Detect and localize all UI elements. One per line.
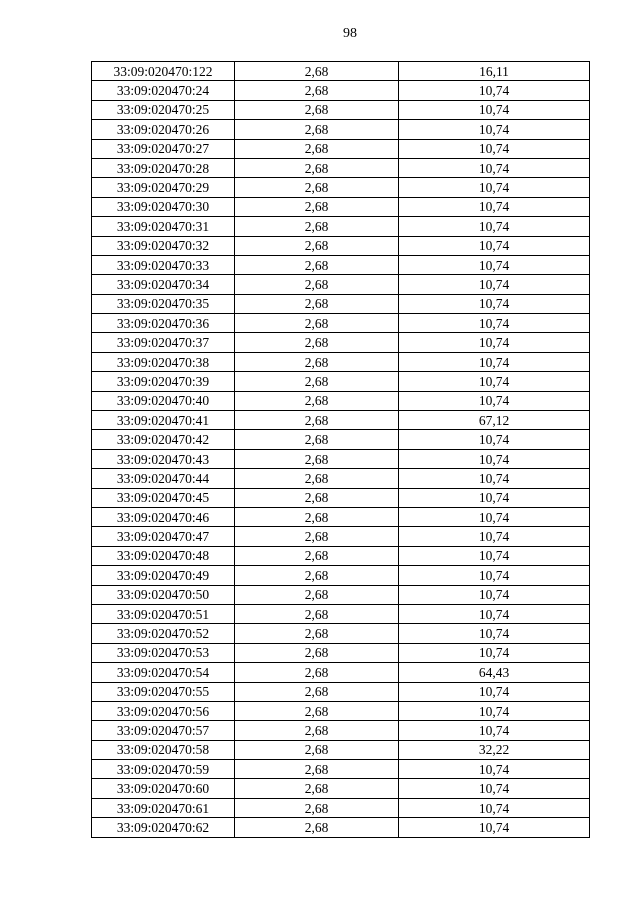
cadastral-number-cell: 33:09:020470:52 (92, 624, 235, 643)
amount-cell: 10,74 (399, 469, 590, 488)
cadastral-number-cell: 33:09:020470:38 (92, 352, 235, 371)
value-cell: 2,68 (235, 372, 399, 391)
amount-cell: 10,74 (399, 430, 590, 449)
cadastral-number-cell: 33:09:020470:24 (92, 81, 235, 100)
cadastral-number-cell: 33:09:020470:51 (92, 604, 235, 623)
value-cell: 2,68 (235, 740, 399, 759)
amount-cell: 10,74 (399, 275, 590, 294)
cadastral-number-cell: 33:09:020470:56 (92, 701, 235, 720)
amount-cell: 10,74 (399, 798, 590, 817)
amount-cell: 10,74 (399, 197, 590, 216)
table-row (92, 585, 590, 604)
cadastral-number-cell: 33:09:020470:27 (92, 139, 235, 158)
table-row (92, 449, 590, 468)
cadastral-number-cell: 33:09:020470:49 (92, 566, 235, 585)
amount-cell: 10,74 (399, 507, 590, 526)
table-row (92, 566, 590, 585)
table-row (92, 779, 590, 798)
cadastral-number-cell: 33:09:020470:30 (92, 197, 235, 216)
value-cell: 2,68 (235, 120, 399, 139)
amount-cell: 10,74 (399, 643, 590, 662)
table-row (92, 139, 590, 158)
value-cell: 2,68 (235, 100, 399, 119)
table-row (92, 818, 590, 837)
amount-cell: 10,74 (399, 760, 590, 779)
table-row (92, 217, 590, 236)
table-row (92, 352, 590, 371)
cadastral-number-cell: 33:09:020470:33 (92, 255, 235, 274)
value-cell: 2,68 (235, 624, 399, 643)
value-cell: 2,68 (235, 798, 399, 817)
amount-cell: 10,74 (399, 120, 590, 139)
value-cell: 2,68 (235, 81, 399, 100)
value-cell: 2,68 (235, 585, 399, 604)
table-row (92, 469, 590, 488)
table-row (92, 197, 590, 216)
table-row (92, 663, 590, 682)
table-row (92, 604, 590, 623)
cadastral-number-cell: 33:09:020470:46 (92, 507, 235, 526)
cadastral-number-cell: 33:09:020470:32 (92, 236, 235, 255)
value-cell: 2,68 (235, 663, 399, 682)
cadastral-number-cell: 33:09:020470:47 (92, 527, 235, 546)
table-row (92, 100, 590, 119)
cadastral-number-cell: 33:09:020470:31 (92, 217, 235, 236)
amount-cell: 10,74 (399, 818, 590, 837)
value-cell: 2,68 (235, 158, 399, 177)
table-row (92, 721, 590, 740)
amount-cell: 10,74 (399, 100, 590, 119)
value-cell: 2,68 (235, 430, 399, 449)
cadastral-number-cell: 33:09:020470:53 (92, 643, 235, 662)
cadastral-number-cell: 33:09:020470:55 (92, 682, 235, 701)
amount-cell: 10,74 (399, 546, 590, 565)
table-row (92, 372, 590, 391)
cadastral-number-cell: 33:09:020470:122 (92, 62, 235, 81)
cadastral-number-cell: 33:09:020470:60 (92, 779, 235, 798)
value-cell: 2,68 (235, 217, 399, 236)
amount-cell: 10,74 (399, 449, 590, 468)
table-row (92, 81, 590, 100)
cadastral-number-cell: 33:09:020470:44 (92, 469, 235, 488)
table-row (92, 682, 590, 701)
amount-cell: 10,74 (399, 721, 590, 740)
amount-cell: 10,74 (399, 217, 590, 236)
cadastral-number-cell: 33:09:020470:42 (92, 430, 235, 449)
table-row (92, 430, 590, 449)
cadastral-number-cell: 33:09:020470:25 (92, 100, 235, 119)
table-row (92, 275, 590, 294)
amount-cell: 10,74 (399, 255, 590, 274)
amount-cell: 10,74 (399, 391, 590, 410)
table-row (92, 527, 590, 546)
table-row (92, 411, 590, 430)
page-number: 98 (343, 26, 357, 41)
value-cell: 2,68 (235, 275, 399, 294)
table-row (92, 62, 590, 81)
cadastral-number-cell: 33:09:020470:40 (92, 391, 235, 410)
amount-cell: 64,43 (399, 663, 590, 682)
table-row (92, 120, 590, 139)
amount-cell: 10,74 (399, 81, 590, 100)
value-cell: 2,68 (235, 818, 399, 837)
data-table (91, 61, 590, 838)
table-row (92, 643, 590, 662)
amount-cell: 32,22 (399, 740, 590, 759)
amount-cell: 10,74 (399, 527, 590, 546)
table-row (92, 158, 590, 177)
cadastral-number-cell: 33:09:020470:54 (92, 663, 235, 682)
amount-cell: 10,74 (399, 682, 590, 701)
amount-cell: 10,74 (399, 178, 590, 197)
value-cell: 2,68 (235, 701, 399, 720)
amount-cell: 10,74 (399, 352, 590, 371)
amount-cell: 10,74 (399, 294, 590, 313)
cadastral-number-cell: 33:09:020470:26 (92, 120, 235, 139)
value-cell: 2,68 (235, 760, 399, 779)
cadastral-number-cell: 33:09:020470:39 (92, 372, 235, 391)
value-cell: 2,68 (235, 527, 399, 546)
value-cell: 2,68 (235, 779, 399, 798)
table-row (92, 255, 590, 274)
value-cell: 2,68 (235, 255, 399, 274)
amount-cell: 67,12 (399, 411, 590, 430)
cadastral-number-cell: 33:09:020470:59 (92, 760, 235, 779)
value-cell: 2,68 (235, 604, 399, 623)
value-cell: 2,68 (235, 333, 399, 352)
amount-cell: 10,74 (399, 779, 590, 798)
value-cell: 2,68 (235, 643, 399, 662)
table-row (92, 314, 590, 333)
cadastral-number-cell: 33:09:020470:28 (92, 158, 235, 177)
amount-cell: 10,74 (399, 236, 590, 255)
table-row (92, 701, 590, 720)
amount-cell: 10,74 (399, 333, 590, 352)
table-row (92, 236, 590, 255)
amount-cell: 10,74 (399, 604, 590, 623)
table-row (92, 488, 590, 507)
table-row (92, 740, 590, 759)
value-cell: 2,68 (235, 449, 399, 468)
amount-cell: 10,74 (399, 314, 590, 333)
cadastral-number-cell: 33:09:020470:35 (92, 294, 235, 313)
cadastral-number-cell: 33:09:020470:43 (92, 449, 235, 468)
value-cell: 2,68 (235, 391, 399, 410)
cadastral-number-cell: 33:09:020470:37 (92, 333, 235, 352)
cadastral-number-cell: 33:09:020470:34 (92, 275, 235, 294)
amount-cell: 10,74 (399, 372, 590, 391)
value-cell: 2,68 (235, 566, 399, 585)
value-cell: 2,68 (235, 62, 399, 81)
cadastral-number-cell: 33:09:020470:29 (92, 178, 235, 197)
table-row (92, 798, 590, 817)
table-row (92, 507, 590, 526)
table-row (92, 178, 590, 197)
value-cell: 2,68 (235, 507, 399, 526)
value-cell: 2,68 (235, 314, 399, 333)
cadastral-number-cell: 33:09:020470:61 (92, 798, 235, 817)
value-cell: 2,68 (235, 197, 399, 216)
value-cell: 2,68 (235, 721, 399, 740)
table-row (92, 294, 590, 313)
value-cell: 2,68 (235, 139, 399, 158)
amount-cell: 10,74 (399, 566, 590, 585)
table-row (92, 546, 590, 565)
cadastral-number-cell: 33:09:020470:45 (92, 488, 235, 507)
cadastral-number-cell: 33:09:020470:50 (92, 585, 235, 604)
value-cell: 2,68 (235, 682, 399, 701)
amount-cell: 10,74 (399, 701, 590, 720)
value-cell: 2,68 (235, 488, 399, 507)
table-row (92, 333, 590, 352)
table-body (92, 62, 590, 838)
value-cell: 2,68 (235, 411, 399, 430)
amount-cell: 10,74 (399, 624, 590, 643)
value-cell: 2,68 (235, 294, 399, 313)
amount-cell: 16,11 (399, 62, 590, 81)
amount-cell: 10,74 (399, 139, 590, 158)
value-cell: 2,68 (235, 178, 399, 197)
value-cell: 2,68 (235, 546, 399, 565)
table-row (92, 391, 590, 410)
value-cell: 2,68 (235, 352, 399, 371)
amount-cell: 10,74 (399, 585, 590, 604)
table-row (92, 760, 590, 779)
cadastral-number-cell: 33:09:020470:57 (92, 721, 235, 740)
amount-cell: 10,74 (399, 158, 590, 177)
value-cell: 2,68 (235, 469, 399, 488)
cadastral-number-cell: 33:09:020470:58 (92, 740, 235, 759)
value-cell: 2,68 (235, 236, 399, 255)
cadastral-number-cell: 33:09:020470:62 (92, 818, 235, 837)
cadastral-number-cell: 33:09:020470:48 (92, 546, 235, 565)
cadastral-number-cell: 33:09:020470:41 (92, 411, 235, 430)
cadastral-number-cell: 33:09:020470:36 (92, 314, 235, 333)
amount-cell: 10,74 (399, 488, 590, 507)
table-row (92, 624, 590, 643)
